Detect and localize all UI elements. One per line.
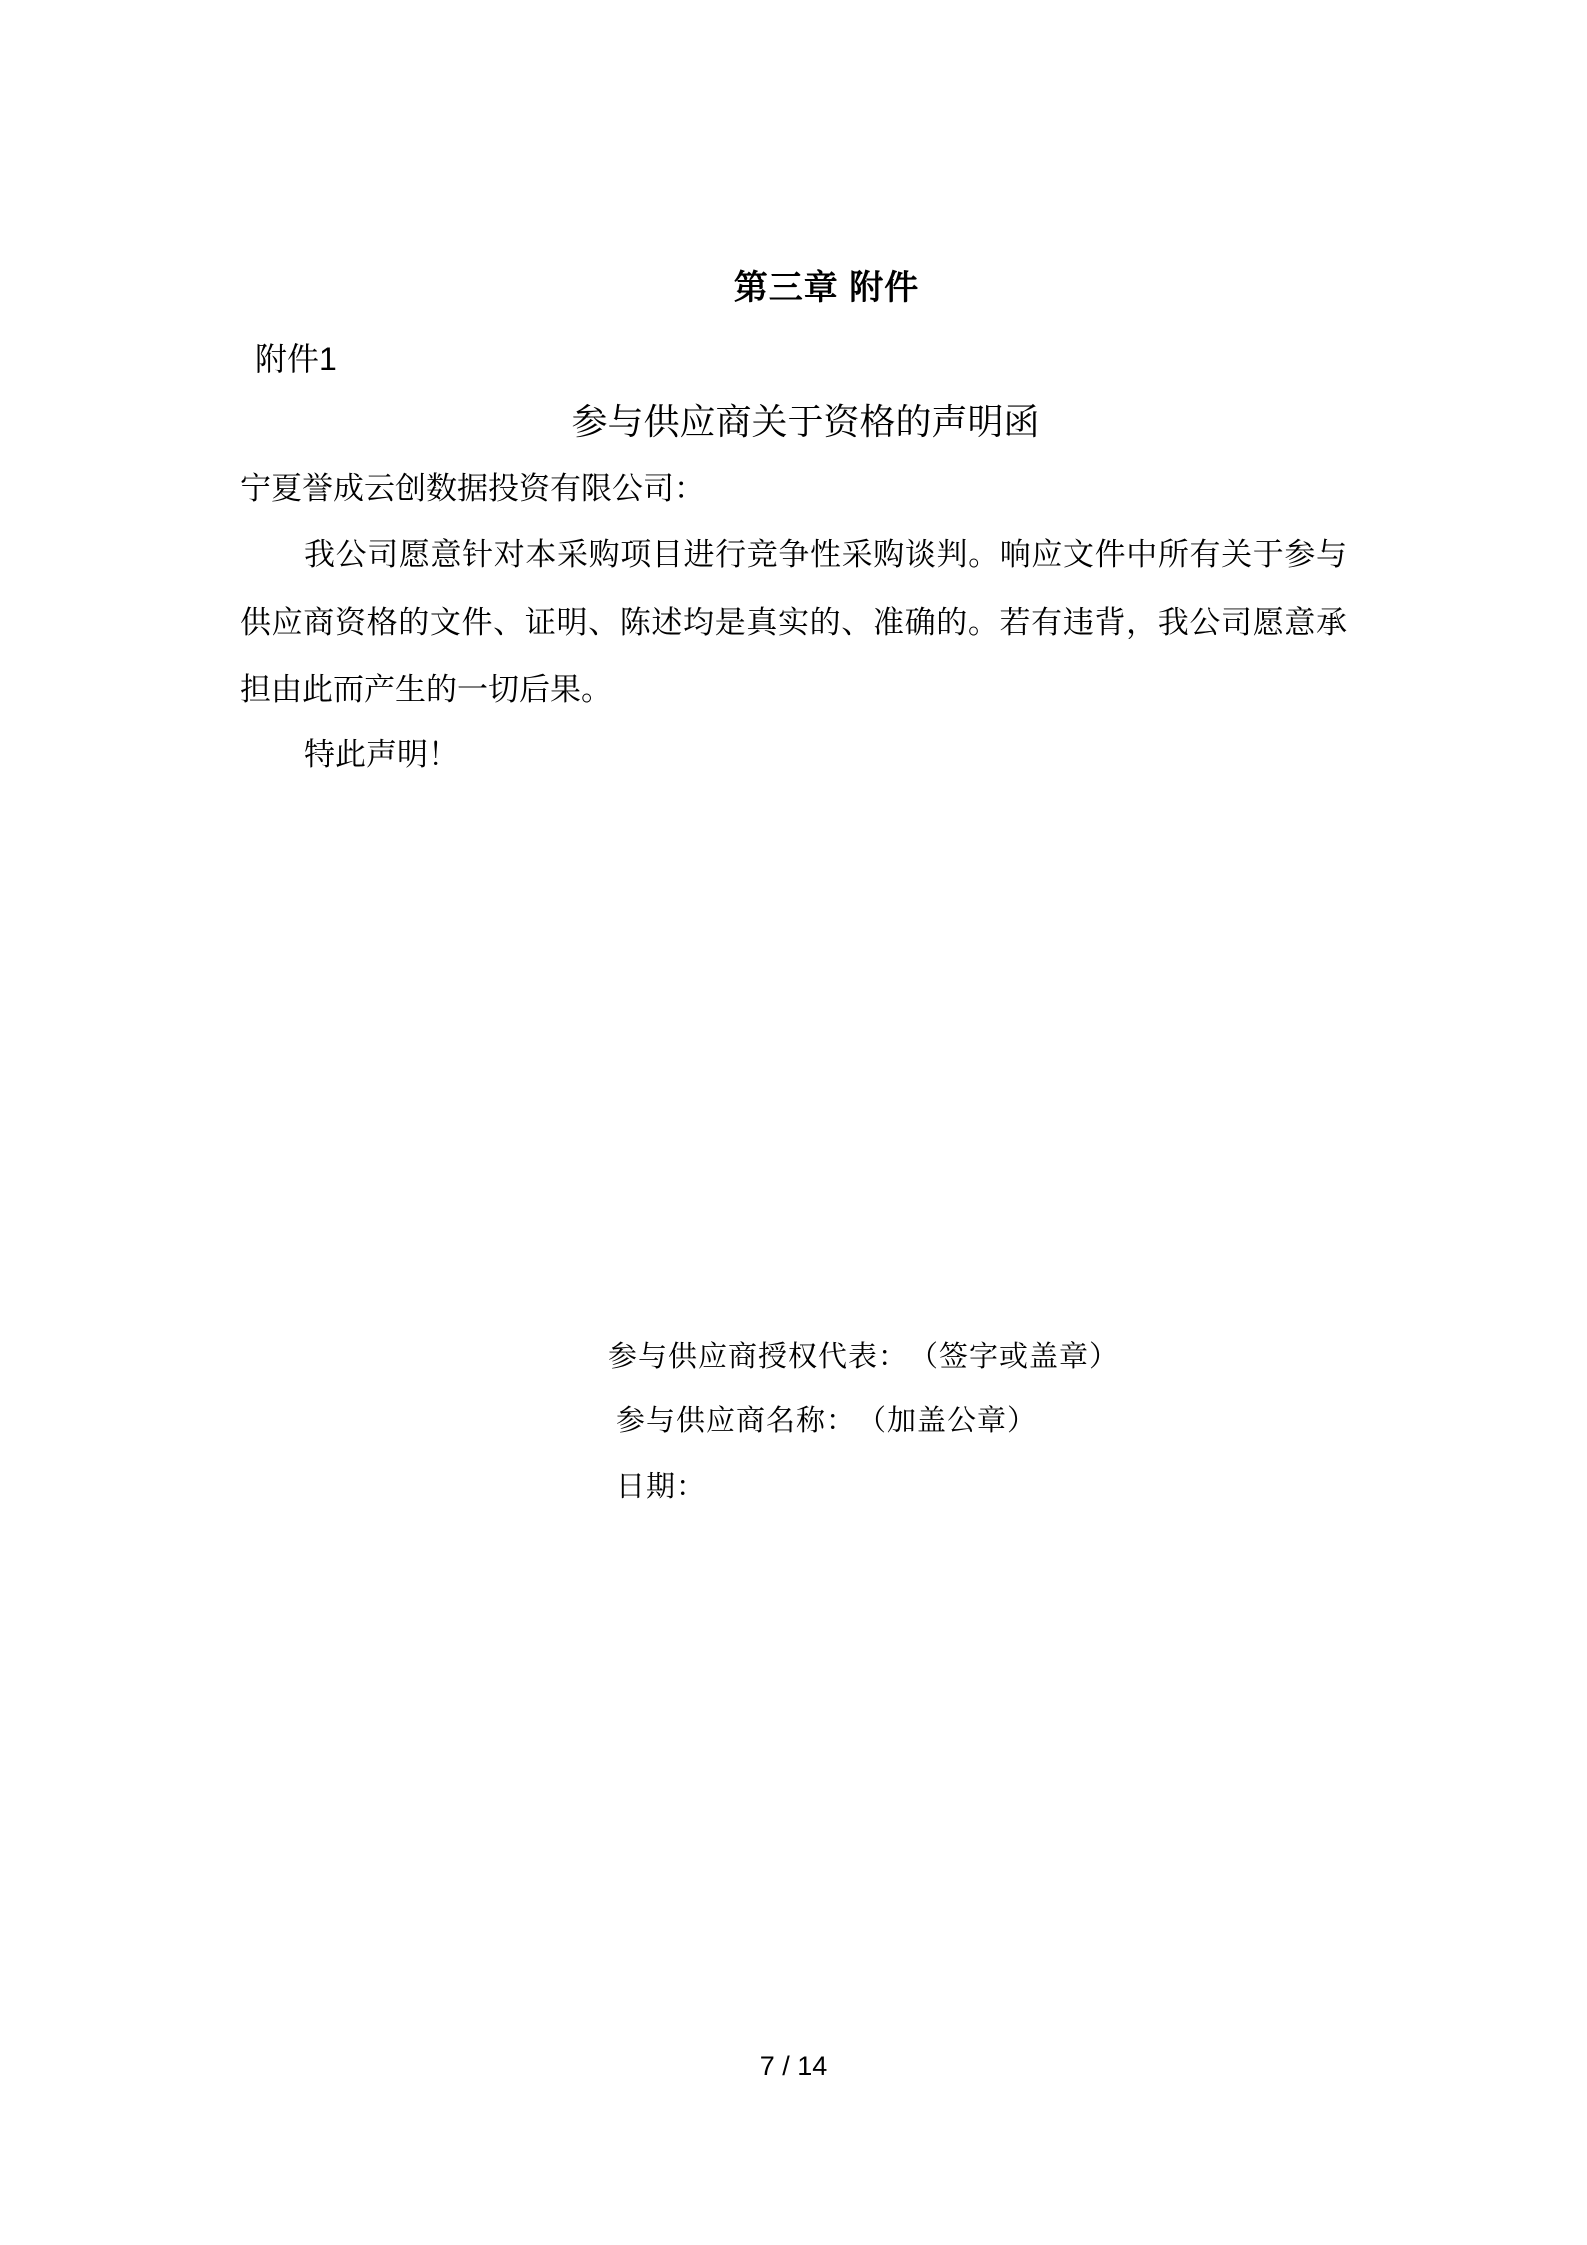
signature-date-line: 日期：	[616, 1471, 707, 1503]
attachment-label: 附件1	[255, 341, 337, 377]
footer-page-number: 7 / 14	[759, 2051, 828, 2081]
salutation-line: 宁夏誉成云创数据投资有限公司：	[240, 471, 705, 506]
body-paragraph-line-1: 我公司愿意针对本采购项目进行竞争性采购谈判。响应文件中所有关于参与	[304, 537, 1347, 572]
signature-supplier-name-line: 参与供应商名称： （加盖公章）	[616, 1405, 1038, 1437]
declaration-line: 特此声明！	[304, 737, 459, 772]
letter-title: 参与供应商关于资格的声明函	[571, 401, 1040, 442]
chapter-title: 第三章 附件	[733, 269, 920, 307]
signature-authorized-representative-line: 参与供应商授权代表： （签字或盖章）	[608, 1341, 1120, 1373]
body-paragraph-line-2: 供应商资格的文件、证明、陈述均是真实的、准确的。若有违背，我公司愿意承	[240, 605, 1347, 640]
body-paragraph-line-3: 担由此而产生的一切后果。	[240, 672, 612, 707]
